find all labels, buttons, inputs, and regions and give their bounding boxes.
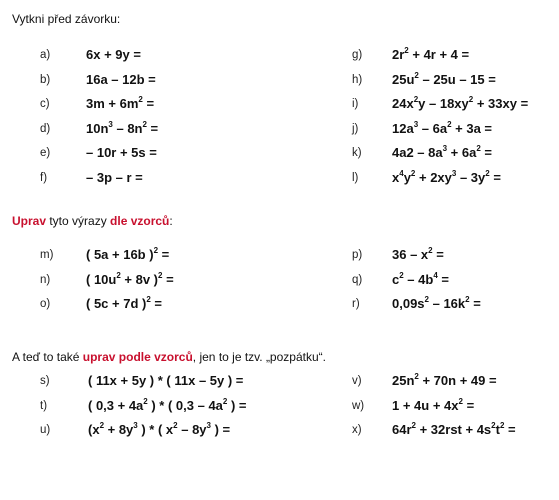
exercise-label: u) [40,424,51,436]
exercise-row [0,395,559,417]
section2-heading-part-1: Uprav [12,214,47,228]
exercise-label: m) [40,249,54,261]
exercise-expression: $3m + 6m^2$ = [86,95,155,111]
exercise-label: j) [352,122,359,135]
exercise-expression: 6x + 9y = [86,47,141,62]
exercise-expression: $x^4y^2 + 2xy^3 - 3y^2$ = [392,168,501,185]
exercise-row [0,269,559,291]
exercise-row [0,118,559,140]
exercise-expression: – 10r + 5s = [86,145,157,160]
section3-heading-part-3: , jen to je tzv. „pozpátku“. [192,350,326,364]
exercise-expression: $25n^2 + 70n + 49$ = [392,372,497,388]
exercise-expression: $2r^2 + 4r + 4$ = [392,46,470,62]
exercise-label: q) [352,273,363,286]
exercise-expression: $12a^3 - 6a^2 + 3a$ = [392,119,493,136]
exercise-label: l) [352,171,359,184]
section3-heading-part-1: A teď to také [12,350,83,364]
exercise-label: e) [40,147,51,159]
exercise-expression: $64r^2 + 32rst + 4s^2t^2$ = [392,421,516,437]
exercise-expression: – 3p – r = [86,169,143,185]
exercise-label: t) [40,399,48,412]
exercise-expression: $c^2 - 4b^4$ = [392,270,449,287]
section2-heading-part-2: tyto výrazy [46,214,111,228]
exercise-row [0,93,559,115]
section1-heading: Vytkni před závorku: [12,12,121,26]
exercise-row [0,419,559,441]
exercise-label: w) [352,399,365,412]
exercise-expression: ( 5c + 7d )$^2$ = [86,295,162,311]
exercise-label: x) [352,424,362,436]
section3-heading [12,350,326,364]
exercise-expression: $24x^2y - 18xy^2 + 33xy$ = [392,95,529,111]
exercise-label: p) [352,249,363,261]
exercise-row [0,244,559,266]
exercise-row [0,142,559,164]
exercise-expression: $0,09s^2 - 16k^2$ = [392,295,481,311]
exercise-label: a) [40,49,51,61]
exercise-label: h) [352,73,363,86]
exercise-label: f) [40,171,48,184]
exercise-expression: $4a2 - 8a^3 + 6a^2$ = [392,144,493,160]
exercise-expression: ( $0,3 + 4a^2$ ) * ( $0,3 - 4a^2$ ) = [88,396,247,413]
exercise-row [0,69,559,91]
exercise-expression: $1 + 4u + 4x^2$ = [392,396,475,413]
exercise-expression: ( 5a + 16b )$^2$ = [86,246,170,262]
exercise-label: s) [40,375,50,387]
exercise-label: b) [40,73,51,86]
exercise-expression: $25u^2 - 25u - 15$ = [392,70,496,87]
exercise-label: k) [352,147,362,159]
exercise-expression: ( $10u^2 + 8v$ )$^2$ = [86,270,174,287]
exercise-row [0,167,559,189]
exercise-row [0,293,559,315]
exercise-row [0,370,559,392]
exercise-expression: 16a – 12b = [86,71,156,87]
exercise-label: n) [40,273,51,286]
exercise-row [0,44,559,66]
exercise-expression: ($x^2 + 8y^3$ ) * ( $x^2 - 8y^3$ ) = [88,421,231,437]
exercise-label: g) [352,49,363,61]
section2-heading [12,214,173,228]
exercise-label: v) [352,375,362,387]
exercise-expression: ( 11x + 5y ) * ( 11x – 5y ) = [88,373,244,388]
section2-heading-part-4: : [169,214,173,228]
exercise-label: o) [40,298,51,310]
section3-heading-part-2: uprav podle vzorců [82,350,193,364]
exercise-expression: $10n^3 - 8n^2$ = [86,119,159,136]
exercise-expression: $36 - x^2$ = [392,246,444,262]
exercise-label: c) [40,98,50,110]
exercise-label: i) [352,98,359,110]
exercise-label: d) [40,122,51,135]
section2-heading-part-3: dle vzorců [110,214,170,228]
exercise-label: r) [352,298,360,310]
